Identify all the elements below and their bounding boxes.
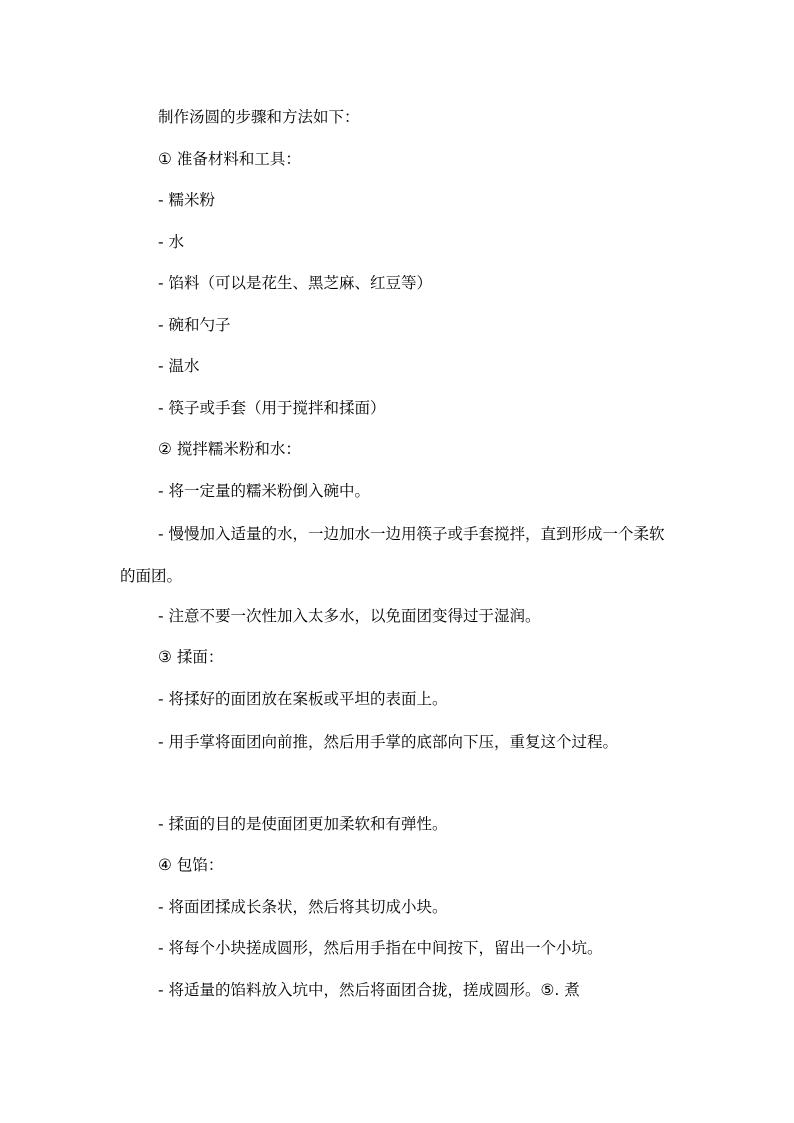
list-item: - 水 [158, 233, 185, 251]
list-item: - 糯米粉 [158, 191, 216, 209]
list-item: - 注意不要一次性加入太多水，以免面团变得过于湿润。 [158, 607, 541, 625]
list-item: - 揉面的目的是使面团更加柔软和有弹性。 [158, 815, 448, 833]
list-item: - 将适量的馅料放入坑中，然后将面团合拢，搓成圆形。⑤. 煮 [158, 981, 580, 999]
list-item: - 筷子或手套（用于搅拌和揉面） [158, 399, 386, 417]
list-item: - 将面团揉成长条状，然后将其切成小块。 [158, 898, 448, 916]
list-item: - 将一定量的糯米粉倒入碗中。 [158, 482, 371, 500]
intro-line: 制作汤圆的步骤和方法如下： [158, 108, 360, 126]
list-item: - 将每个小块搓成圆形，然后用手指在中间按下，留出一个小坑。 [158, 939, 603, 957]
list-item: - 慢慢加入适量的水，一边加水一边用筷子或手套搅拌，直到形成一个柔软的面团。 [120, 525, 665, 585]
list-item: - 馅料（可以是花生、黑芝麻、红豆等） [158, 274, 433, 292]
step-2-heading: ② 搅拌糯米粉和水： [158, 440, 301, 458]
step-4-heading: ④ 包馅： [158, 856, 224, 874]
step-3-heading: ③ 揉面： [158, 648, 224, 666]
list-item: - 温水 [158, 357, 200, 375]
list-item: - 将揉好的面团放在案板或平坦的表面上。 [158, 690, 448, 708]
step-1-heading: ① 准备材料和工具： [158, 150, 301, 168]
list-item: - 碗和勺子 [158, 316, 231, 334]
list-item: - 用手掌将面团向前推，然后用手掌的底部向下压，重复这个过程。 [158, 733, 619, 751]
